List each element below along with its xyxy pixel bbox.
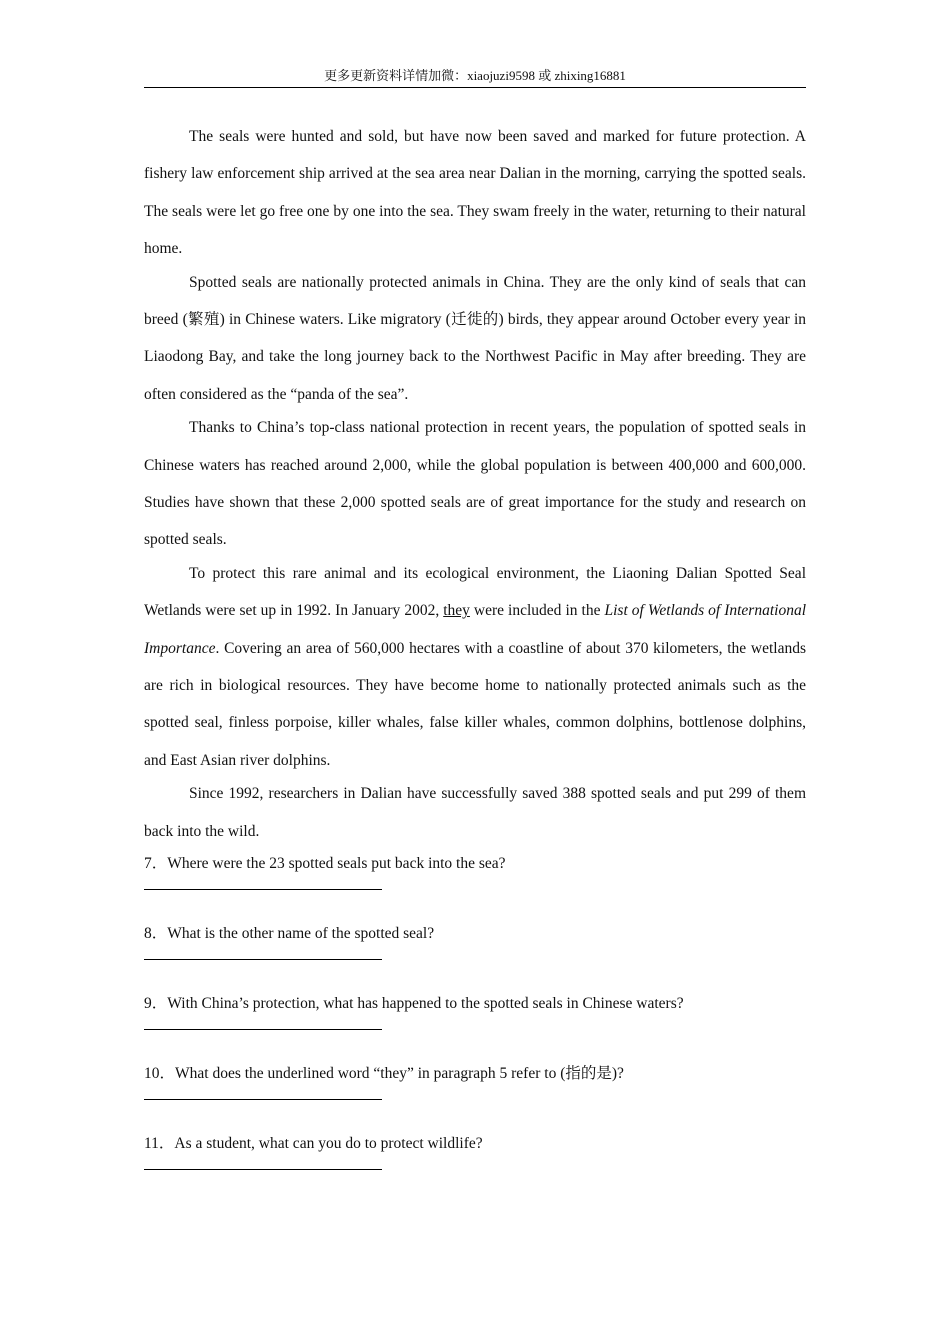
answer-line-7[interactable]: [144, 889, 382, 890]
document-body: [144, 118, 806, 1196]
question-8-block: [144, 916, 806, 960]
question-9-block: [144, 986, 806, 1030]
question-9: 9．With China’s protection, what has happened to the spotted seals in Chinese waters?: [144, 995, 684, 1013]
paragraph-4: [144, 555, 806, 779]
answer-line-8[interactable]: [144, 959, 382, 960]
paragraph-5: Since 1992, researchers in Dalian have successfully saved 388 spotted seals and put 299 of them back into the wild.: [144, 785, 806, 840]
question-7: 7．Where were the 23 spotted seals put back into the sea?: [144, 855, 506, 873]
wetlands-list-title: List of Wetlands of International Importance: [144, 602, 806, 657]
question-11-block: [144, 1126, 806, 1170]
paragraph-3: Thanks to China’s top-class national protection in recent years, the population of spotted seals in Chinese waters has reached around 2,000, while the global population is between 400,000 and 600,000. Studies have shown that these 2,000 spotted seals are of great importance for the study and research on spotted seals.: [144, 419, 806, 549]
question-7-block: [144, 846, 806, 890]
answer-line-11[interactable]: [144, 1169, 382, 1170]
paragraph-4-after: . Covering an area of 560,000 hectares with a coastline of about 370 kilometers, the wetlands are rich in biological resources. They have become home to nationally protected animals such as the spotted seal, finless porpoise, killer whales, false killer whales, common dolphins, bottlenose dolphins, and East Asian river dolphins.: [144, 639, 806, 769]
underlined-word-they: they: [443, 602, 470, 620]
paragraph-1: The seals were hunted and sold, but have now been saved and marked for future protection. A fishery law enforcement ship arrived at the sea area near Dalian in the morning, carrying the spotted seals. The seals were let go free one by one into the sea. They swam freely in the water, returning to their natural home.: [144, 128, 806, 257]
question-10-block: [144, 1056, 806, 1100]
question-10: 10．What does the underlined word “they” in paragraph 5 refer to (指的是)?: [144, 1065, 624, 1083]
paragraph-4-middle: were included in the: [469, 602, 605, 620]
answer-line-9[interactable]: [144, 1029, 382, 1030]
header-text: 更多更新资料详情加微：xiaojuzi9598 或 zhixing16881: [324, 68, 626, 83]
paragraph-4-before: To protect this rare animal and its ecological environment, the Liaoning Dalian Spotted Seal Wetlands were set up in 1992. In January 2002,: [144, 565, 806, 620]
paragraph-2: Spotted seals are nationally protected animals in China. They are the only kind of seals that can breed (繁殖) in Chinese waters. Like migratory (迁徙的) birds, they appear around October every year in Liaodong Bay, and take the long journey back to the Northwest Pacific in May after breeding. They are often considered as the “panda of the sea”.: [144, 273, 806, 403]
question-11: 11．As a student, what can you do to protect wildlife?: [144, 1135, 483, 1153]
answer-line-10[interactable]: [144, 1099, 382, 1100]
question-8: 8．What is the other name of the spotted seal?: [144, 925, 435, 943]
page-header: [144, 66, 806, 88]
